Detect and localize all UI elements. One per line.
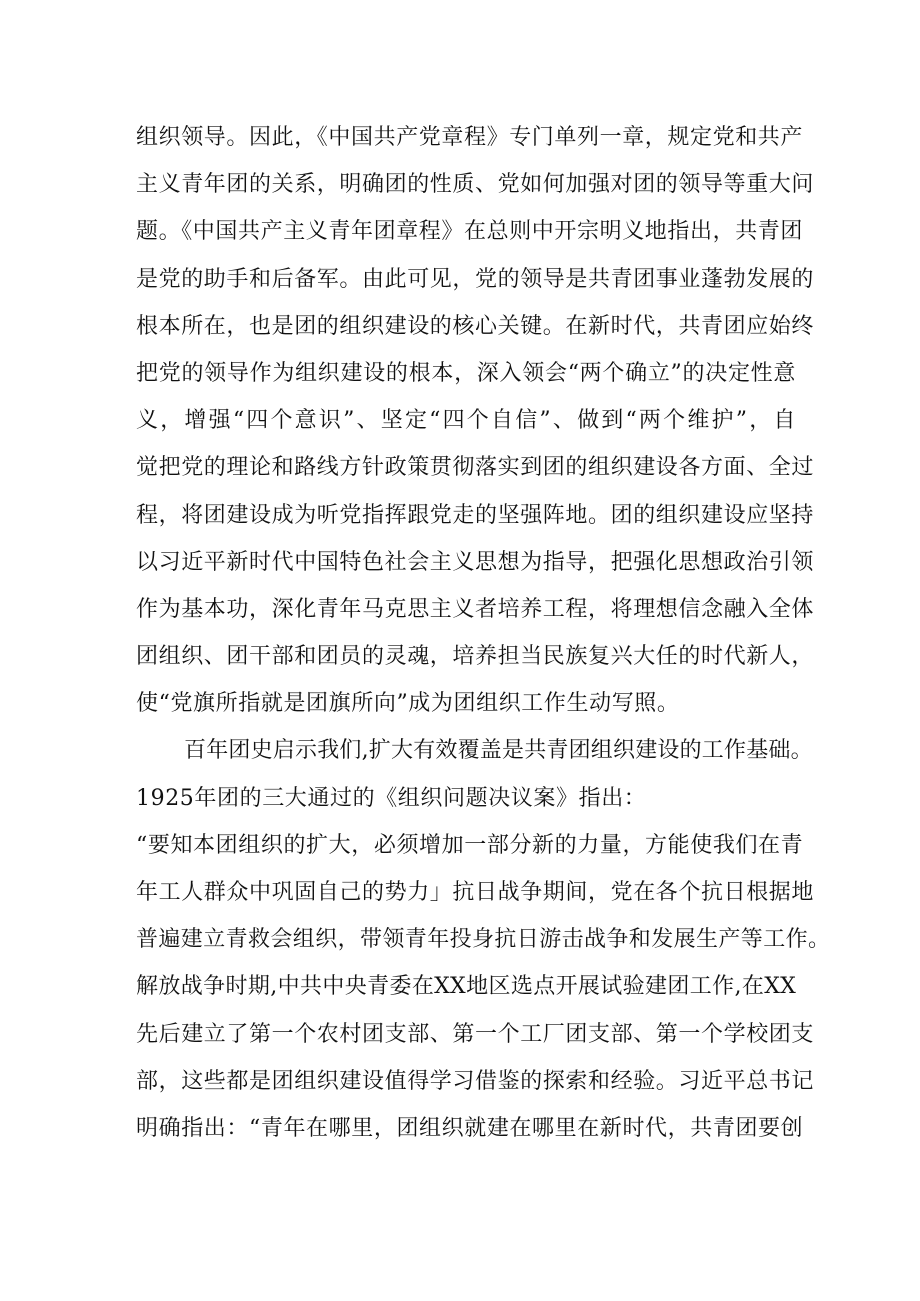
text-line: 组织领导。因此，《中国共产党章程》专门单列一章，规定党和共产	[136, 125, 804, 150]
text-line: 题。《中国共产主义青年团章程》在总则中开宗明义地指出，共青团	[136, 219, 804, 245]
text-line: 把党的领导作为组织建设的根本，深入领会“两个确立”的决定性意	[136, 360, 796, 386]
text-line: 1925年团的三大通过的《组织问题决议案》指出：	[136, 785, 647, 811]
text-line: 作为基本功，深化青年马克思主义者培养工程，将理想信念融入全体	[136, 596, 815, 622]
paragraph-end-line: 使“党旗所指就是团旗所向”成为团组织工作生动写照。	[136, 691, 680, 717]
text-line: 义，增强“四个意识”、坚定“四个自信”、做到“两个维护”，自	[136, 408, 796, 434]
body-text	[136, 114, 831, 1152]
text-line: 根本所在，也是团的组织建设的核心关键。在新时代，共青团应始终	[136, 313, 815, 339]
text-line: 年工人群众中巩固自己的势力」抗日战争期间，党在各个抗日根据地	[136, 880, 815, 905]
text-line: 普遍建立青救会组织，带领青年投身抗日游击战争和发展生产等工作。	[136, 927, 831, 953]
text-line: 程，将团建设成为听党指挥跟党走的坚强阵地。团的组织建设应坚持	[136, 502, 815, 528]
text-line: 是党的助手和后备军。由此可见，党的领导是共青团事业蓬勃发展的	[136, 266, 815, 292]
text-line: 主义青年团的关系，明确团的性质、党如何加强对团的领导等重大问	[136, 172, 815, 198]
text-line: 以习近平新时代中国特色社会主义思想为指导，把强化思想政治引领	[136, 549, 815, 575]
text-line: 先后建立了第一个农村团支部、第一个工厂团支部、第一个学校团支	[136, 1021, 815, 1047]
text-line: 部，这些都是团组织建设值得学习借鉴的探索和经验。习近平总书记	[136, 1068, 815, 1094]
text-line: 觉把党的理论和路线方针政策贯彻落实到团的组织建设各方面、全过	[136, 455, 815, 481]
text-line: 团组织、团干部和团员的灵魂，培养担当民族复兴大任的时代新人，	[136, 644, 815, 670]
text-line: “要知本团组织的扩大，必须增加一部分新的力量，方能使我们在青	[136, 832, 804, 858]
paragraph-start-line: 百年团史启示我们,扩大有效覆盖是共青团组织建设的工作基础。	[184, 738, 813, 764]
text-line: 解放战争时期,中共中央青委在XX地区选点开展试验建团工作,在XX	[136, 974, 796, 1000]
text-line: 明确指出：“青年在哪里，团组织就建在哪里在新时代，共青团要创	[136, 1115, 804, 1141]
